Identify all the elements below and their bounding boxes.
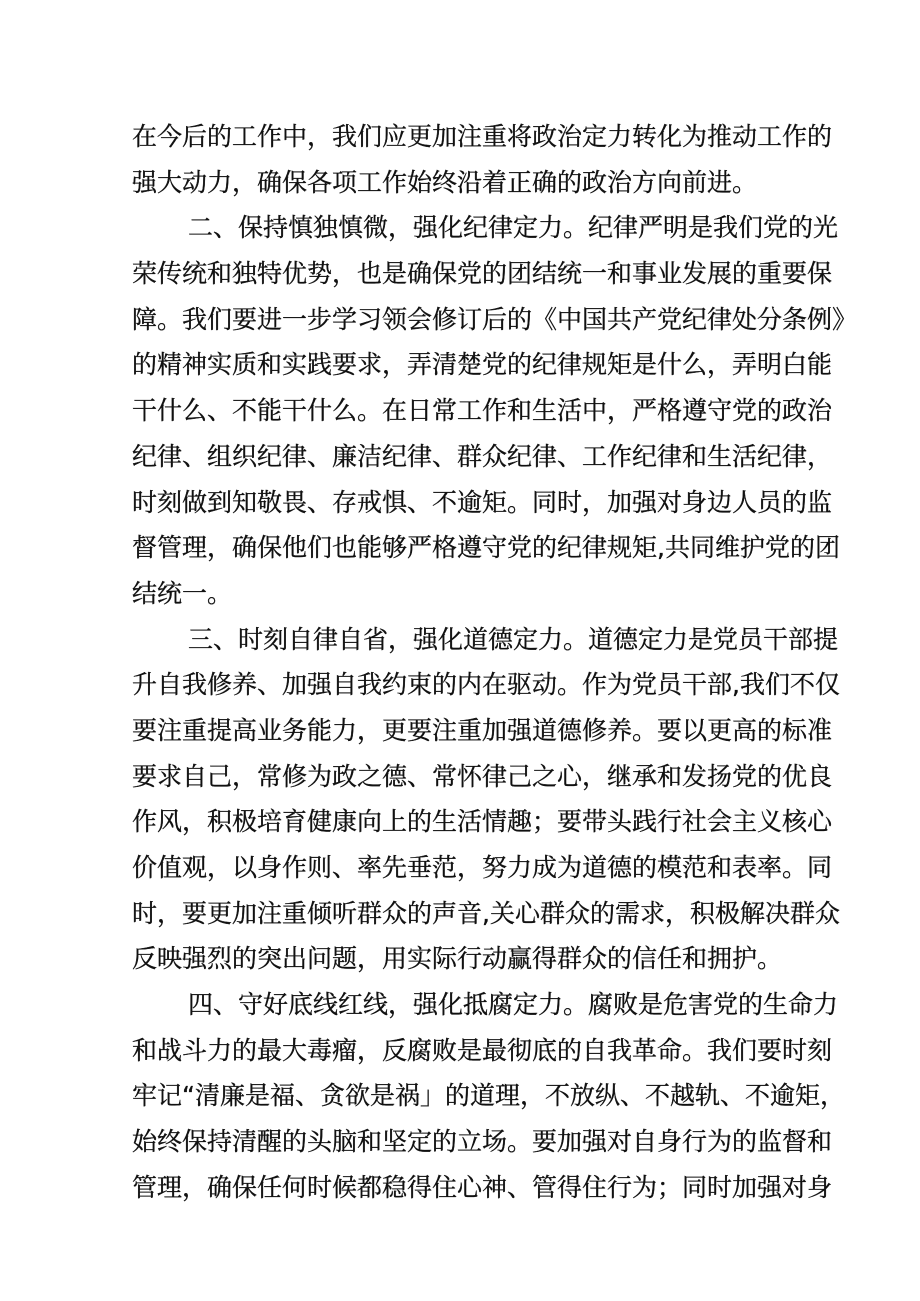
text-line: 要注重提高业务能力，更要注重加强道德修养。要以更高的标准 — [132, 715, 833, 745]
text-line: 价值观，以身作则、率先垂范，努力成为道德的模范和表率。同 — [132, 853, 833, 882]
text-line: 障。我们要进一步学习领会修订后的《中国共产党纪律处分条例》 — [132, 304, 858, 334]
text-line: 始终保持清醒的头脑和坚定的立场。要加强对自身行为的监督和 — [132, 1127, 833, 1157]
text-line: 荣传统和独特优势，也是确保党的团结统一和事业发展的重要保 — [132, 259, 833, 289]
text-line: 管理，确保任何时候都稳得住心神、管得住行为；同时加强对身 — [132, 1172, 833, 1202]
text-line: 升自我修养、加强自我约束的内在驱动。作为党员干部,我们不仅 — [132, 670, 840, 700]
text-line: 牢记“清廉是福、贪欲是祸」的道理，不放纵、不越轨、不逾矩， — [132, 1081, 845, 1111]
paragraph-first-line: 二、保持慎独慎微，强化纪律定力。纪律严明是我们党的光 — [188, 213, 839, 243]
paragraph-first-line: 四、守好底线红线，强化抵腐定力。腐败是危害党的生命力 — [188, 990, 839, 1020]
document-body — [132, 114, 858, 1211]
text-line: 反映强烈的突出问题，用实际行动赢得群众的信任和拥护。 — [132, 944, 783, 974]
text-line: 作风，积极培育健康向上的生活情趣；要带头践行社会主义核心 — [132, 807, 833, 837]
paragraph-first-line: 三、时刻自律自省，强化道德定力。道德定力是党员干部提 — [188, 624, 839, 654]
text-line: 强大动力，确保各项工作始终沿着正确的政治方向前进。 — [132, 167, 758, 197]
text-line: 和战斗力的最大毒瘤，反腐败是最彻底的自我革命。我们要时刻 — [132, 1035, 833, 1065]
text-line: 时刻做到知敬畏、存戒惧、不逾矩。同时，加强对身边人员的监 — [132, 487, 833, 517]
text-line: 要求自己，常修为政之德、常怀律己之心，继承和发扬党的优良 — [132, 761, 833, 791]
text-line: 在今后的工作中，我们应更加注重将政治定力转化为推动工作的 — [132, 122, 833, 151]
text-line: 干什么、不能干什么。在日常工作和生活中，严格遵守党的政治 — [132, 396, 833, 426]
text-line: 的精神实质和实践要求，弄清楚党的纪律规矩是什么，弄明白能 — [132, 350, 833, 380]
text-line: 结统一。 — [132, 578, 233, 608]
text-line: 时，要更加注重倾听群众的声音,关心群众的需求，积极解决群众 — [132, 898, 840, 928]
text-line: 督管理，确保他们也能够严格遵守党的纪律规矩,共同维护党的团 — [132, 533, 840, 563]
text-line: 纪律、组织纪律、廉洁纪律、群众纪律、工作纪律和生活纪律， — [132, 441, 833, 471]
